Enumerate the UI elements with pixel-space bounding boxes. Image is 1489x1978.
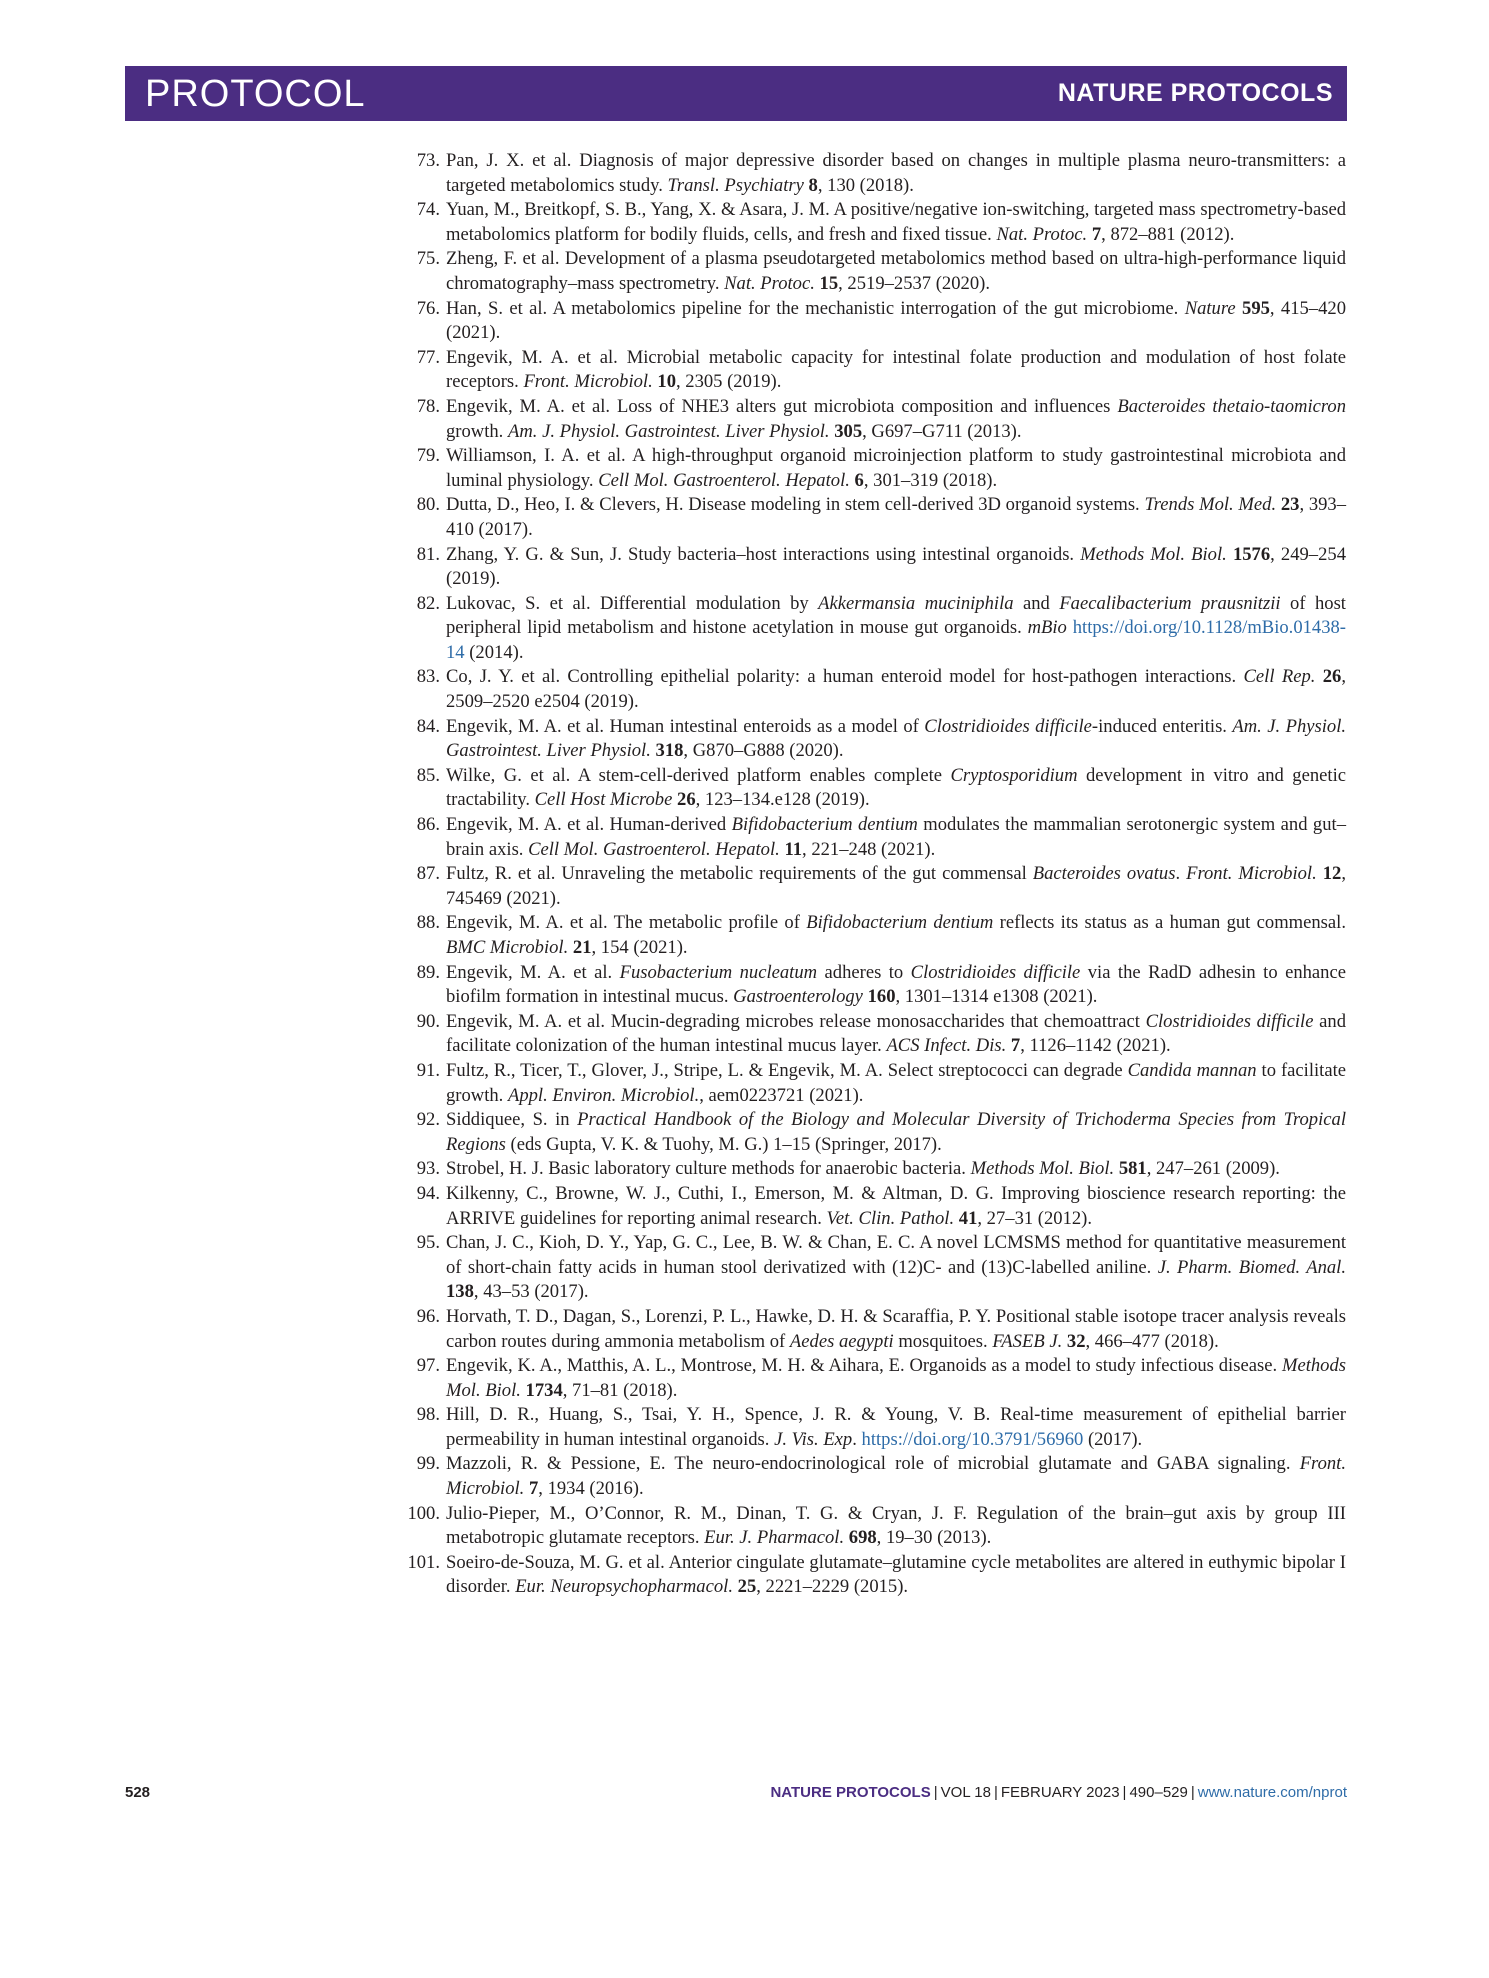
reference-item	[398, 346, 1346, 395]
reference-text: , 2221–2229 (2015).	[756, 1576, 909, 1598]
reference-text: , 301–319 (2018).	[863, 469, 998, 491]
reference-text: modulates the mammalian serotonergic system and gut–brain axis.	[446, 814, 1346, 860]
reference-text: 138	[446, 1281, 474, 1303]
reference-text: Clostridioides difficile	[910, 961, 1081, 983]
reference-text: Methods Mol. Biol.	[970, 1158, 1115, 1180]
reference-item	[398, 1010, 1346, 1059]
reference-item	[398, 764, 1346, 813]
reference-number: 73.	[416, 150, 440, 171]
reference-text: Engevik, M. A. et al. Human-derived	[446, 814, 732, 836]
reference-number: 95.	[416, 1232, 440, 1254]
article-type-label: PROTOCOL	[145, 72, 366, 115]
reference-number: 77.	[416, 346, 440, 368]
reference-text: 26	[677, 789, 696, 811]
reference-text: Bacteroides ovatus	[1032, 863, 1176, 885]
doi-link[interactable]: https://doi.org/10.3791/56960	[861, 1428, 1084, 1450]
reference-item	[398, 665, 1346, 714]
reference-text: and facilitate colonization of the human intestinal mucus layer.	[446, 1010, 1346, 1057]
reference-text: Cell Mol. Gastroenterol. Hepatol.	[528, 838, 780, 860]
reference-item	[398, 961, 1346, 1010]
reference-text: Practical Handbook of the Biology and Molecular Diversity of Trichoderma Species from Tropical Regions	[446, 1109, 1346, 1155]
footer-url-link[interactable]: www.nature.com/nprot	[1197, 1784, 1347, 1801]
reference-text: , 1301–1314 e1308 (2021).	[895, 986, 1098, 1008]
reference-text: Bifidobacterium dentium	[731, 814, 918, 836]
reference-text	[1315, 666, 1322, 687]
reference-text: .	[852, 1428, 862, 1450]
reference-number: 85.	[416, 764, 440, 786]
reference-text: development in vitro and genetic tractability.	[446, 764, 1346, 811]
doi-link[interactable]: https://doi.org/10.1128/mBio.01438-14	[446, 617, 1346, 663]
reference-text: Front. Microbiol.	[523, 371, 653, 393]
reference-text: Julio-Pieper, M., O’Connor, R. M., Dinan, T. G. & Cryan, J. F. Regulation of the brain–gut axis by group III metabotropic glutamate receptors.	[446, 1502, 1346, 1549]
reference-text: of host peripheral lipid metabolism and histone acetylation in mouse gut organoids.	[446, 592, 1346, 639]
reference-item	[398, 493, 1346, 542]
reference-item	[398, 395, 1346, 444]
page-number: 528	[125, 1784, 151, 1801]
reference-item	[398, 1403, 1346, 1452]
reference-text: 595	[1242, 297, 1270, 319]
reference-number: 91.	[416, 1059, 440, 1081]
reference-item	[398, 715, 1346, 764]
reference-text: Gastroenterology	[733, 986, 863, 1008]
reference-text: Front. Microbiol.	[1186, 863, 1317, 885]
reference-text: Co, J. Y. et al. Controlling epithelial polarity: a human enteroid model for host-pathogen interactions.	[446, 666, 1244, 688]
reference-text: BMC Microbiol.	[446, 937, 569, 958]
reference-text: Mazzoli, R. & Pessione, E. The neuro-endocrinological role of microbial glutamate and GABA signaling.	[446, 1453, 1300, 1475]
reference-text: Engevik, M. A. et al. Human intestinal enteroids as a model of	[446, 715, 925, 737]
reference-text: (eds Gupta, V. K. & Tuohy, M. G.) 1–15 (Springer, 2017).	[505, 1133, 942, 1155]
reference-text: Methods Mol. Biol.	[1080, 543, 1227, 565]
reference-text: , 71–81 (2018).	[562, 1379, 678, 1401]
reference-text: Engevik, M. A. et al.	[446, 961, 620, 983]
reference-text: 23	[1280, 494, 1300, 516]
reference-text: , 1126–1142 (2021).	[1020, 1035, 1171, 1057]
reference-item	[398, 1354, 1346, 1403]
reference-text: Nat. Protoc.	[724, 272, 815, 294]
reference-number: 92.	[416, 1109, 440, 1131]
reference-text: , aem0223721 (2021).	[699, 1084, 864, 1106]
reference-text: , 130 (2018).	[817, 174, 914, 196]
reference-text: , G870–G888 (2020).	[683, 740, 844, 762]
reference-text: , 43–53 (2017).	[473, 1281, 589, 1303]
reference-number: 86.	[416, 814, 440, 836]
reference-item	[398, 1157, 1346, 1182]
reference-text: Vet. Clin. Pathol.	[826, 1207, 955, 1229]
footer-volume: VOL 18	[940, 1784, 991, 1801]
reference-text: (2014).	[464, 641, 524, 663]
reference-text: Eur. J. Pharmacol.	[704, 1527, 845, 1549]
reference-text: 6	[854, 469, 864, 491]
reference-text: 12	[1322, 863, 1342, 885]
reference-number: 90.	[416, 1010, 440, 1032]
reference-text: Am. J. Physiol. Gastrointest. Liver Physiol.	[446, 715, 1347, 762]
reference-text: Engevik, K. A., Matthis, A. L., Montrose, M. H. & Aihara, E. Organoids as a model to study infectious disease.	[446, 1355, 1282, 1377]
reference-list	[398, 149, 1346, 1600]
reference-item	[398, 198, 1346, 247]
reference-number: 89.	[416, 961, 440, 983]
reference-item	[398, 297, 1346, 346]
reference-text: 160	[867, 986, 896, 1008]
reference-text: Nat. Protoc.	[996, 223, 1088, 245]
header-bar	[125, 66, 1347, 121]
reference-text: reflects its status as a human gut commensal.	[993, 912, 1346, 934]
reference-text: 15	[819, 272, 839, 294]
page-footer	[125, 1784, 1347, 1808]
reference-text: 11	[784, 838, 803, 860]
reference-text: adheres to	[817, 961, 911, 983]
reference-text: Appl. Environ. Microbiol.	[507, 1084, 700, 1106]
reference-text: , 154 (2021).	[591, 937, 688, 958]
reference-number: 83.	[416, 666, 440, 688]
reference-text: 26	[1322, 666, 1342, 688]
reference-text: growth.	[446, 420, 508, 442]
reference-text: Siddiquee, S. in	[446, 1109, 578, 1131]
reference-item	[398, 1108, 1346, 1157]
reference-text: Dutta, D., Heo, I. & Clevers, H. Disease modeling in stem cell-derived 3D organoid systems.	[446, 494, 1145, 516]
reference-number: 100.	[407, 1502, 440, 1524]
reference-text: Williamson, I. A. et al. A high-throughput organoid microinjection platform to study gastrointestinal microbiota and luminal physiology.	[446, 445, 1346, 491]
reference-number: 75.	[416, 248, 440, 270]
reference-item	[398, 1182, 1346, 1231]
reference-text: 25	[737, 1576, 757, 1598]
reference-text: Nature	[1184, 297, 1236, 319]
reference-text: Fultz, R., Ticer, T., Glover, J., Stripe, L. & Engevik, M. A. Select streptococci can degrade	[446, 1059, 1128, 1081]
reference-text: , G697–G711 (2013).	[862, 420, 1022, 442]
reference-text: 21	[572, 937, 592, 958]
reference-text: via the RadD adhesin to enhance biofilm formation in intestinal mucus.	[446, 961, 1346, 1008]
reference-number: 97.	[416, 1355, 440, 1377]
reference-text: , 872–881 (2012).	[1101, 223, 1235, 245]
footer-journal: NATURE PROTOCOLS	[770, 1784, 931, 1801]
reference-text: J. Pharm. Biomed. Anal.	[1157, 1256, 1346, 1278]
reference-number: 87.	[416, 863, 440, 885]
reference-number: 74.	[416, 199, 440, 221]
footer-issue: FEBRUARY 2023	[1000, 1784, 1120, 1801]
reference-item	[398, 1452, 1346, 1501]
reference-text: , 249–254 (2019).	[446, 543, 1346, 590]
reference-number: 93.	[416, 1158, 440, 1180]
reference-text: Engevik, M. A. et al. The metabolic profile of	[446, 912, 807, 934]
reference-text: 7	[528, 1478, 539, 1500]
reference-item	[398, 149, 1346, 198]
reference-text: Candida mannan	[1127, 1059, 1257, 1081]
reference-text: , 2305 (2019).	[675, 371, 782, 393]
reference-text: 1734	[525, 1379, 563, 1401]
reference-item	[398, 1502, 1346, 1551]
reference-text: Am. J. Physiol. Gastrointest. Liver Physiol.	[507, 420, 830, 442]
reference-number: 79.	[416, 445, 440, 467]
reference-text: , 247–261 (2009).	[1146, 1158, 1280, 1180]
reference-text: 7	[1010, 1035, 1021, 1057]
reference-text: Bifidobacterium dentium	[806, 912, 994, 934]
reference-text: Trends Mol. Med.	[1144, 494, 1277, 516]
reference-text: Pan, J. X. et al. Diagnosis of major depressive disorder based on changes in multiple plasma neuro-transmitters: a targeted metabolomics study.	[446, 150, 1346, 196]
reference-text: Bacteroides thetaio-taomicron	[1117, 395, 1346, 417]
reference-text: Zheng, F. et al. Development of a plasma pseudotargeted metabolomics method based on ultra-high-performance liquid chromatography–mass spectrometry.	[446, 248, 1346, 294]
reference-number: 99.	[416, 1453, 440, 1475]
reference-text: J. Vis. Exp	[774, 1428, 853, 1450]
journal-name: NATURE PROTOCOLS	[1057, 79, 1333, 107]
reference-number: 84.	[416, 715, 440, 737]
reference-item	[398, 911, 1346, 960]
reference-number: 80.	[416, 494, 440, 516]
reference-text: Methods Mol. Biol.	[446, 1355, 1346, 1401]
reference-text: , 745469 (2021).	[446, 863, 1346, 909]
reference-number: 81.	[416, 543, 440, 565]
reference-text: , 221–248 (2021).	[802, 838, 936, 860]
reference-text: to facilitate growth.	[446, 1059, 1346, 1106]
reference-number: 94.	[416, 1182, 440, 1204]
reference-text: .	[1175, 863, 1187, 885]
reference-text: Front. Microbiol.	[446, 1453, 1346, 1500]
reference-text: , 466–477 (2018).	[1085, 1330, 1219, 1352]
reference-text: 7	[1091, 223, 1102, 245]
reference-text: , 123–134.e128 (2019).	[695, 789, 870, 811]
reference-text: Strobel, H. J. Basic laboratory culture methods for anaerobic bacteria.	[446, 1158, 971, 1180]
reference-text: mosquitoes.	[893, 1330, 993, 1352]
reference-text: 32	[1066, 1330, 1086, 1352]
reference-text: and	[1013, 592, 1060, 614]
reference-text: Soeiro-de-Souza, M. G. et al. Anterior cingulate glutamate–glutamine cycle metabolites are altered in euthymic bipolar I disorder.	[446, 1551, 1346, 1598]
reference-text: Engevik, M. A. et al. Microbial metabolic capacity for intestinal folate production and modulation of host folate receptors.	[446, 346, 1346, 393]
reference-text: (2017).	[1083, 1428, 1143, 1450]
reference-text: 41	[958, 1207, 978, 1229]
reference-text: , 1934 (2016).	[538, 1478, 644, 1500]
reference-number: 78.	[416, 395, 440, 417]
reference-text: , 27–31 (2012).	[977, 1207, 1093, 1229]
reference-number: 101.	[407, 1551, 440, 1573]
reference-text: Clostridioides difficile	[1145, 1010, 1314, 1032]
reference-text: , 2509–2520 e2504 (2019).	[446, 666, 1346, 713]
reference-text: Yuan, M., Breitkopf, S. B., Yang, X. & Asara, J. M. A positive/negative ion-switching, targeted mass spectrometry-based metabolomics platform for bodily fluids, cells, and fresh and fixed tissue.	[446, 199, 1346, 245]
reference-text: Faecalibacterium prausnitzii	[1059, 592, 1281, 614]
reference-number: 98.	[416, 1404, 440, 1426]
reference-text: , 415–420 (2021).	[446, 297, 1346, 344]
reference-text: 305	[834, 420, 863, 442]
reference-item	[398, 247, 1346, 296]
reference-number: 88.	[416, 912, 440, 934]
reference-text: Wilke, G. et al. A stem-cell-derived platform enables complete	[446, 764, 951, 786]
reference-text: , 2519–2537 (2020).	[838, 272, 990, 294]
reference-text: FASEB J.	[992, 1330, 1063, 1352]
reference-text: Fusobacterium nucleatum	[619, 961, 818, 983]
reference-text: Kilkenny, C., Browne, W. J., Cuthi, I., Emerson, M. & Altman, D. G. Improving bioscience research reporting: the ARRIVE guidelines for reporting animal research.	[446, 1182, 1346, 1229]
reference-text: , 19–30 (2013).	[876, 1527, 992, 1549]
reference-text: Horvath, T. D., Dagan, S., Lorenzi, P. L., Hawke, D. H. & Scaraffia, P. Y. Positional stable isotope tracer analysis reveals carbon routes during ammonia metabolism of	[446, 1305, 1346, 1352]
reference-text: -induced enteritis.	[1091, 715, 1233, 737]
reference-text: Transl. Psychiatry	[667, 174, 804, 196]
reference-text: Han, S. et al. A metabolomics pipeline for the mechanistic interrogation of the gut microbiome.	[446, 297, 1185, 319]
reference-number: 76.	[416, 297, 440, 319]
reference-text: Cell Mol. Gastroenterol. Hepatol.	[598, 469, 850, 491]
reference-item	[398, 862, 1346, 911]
reference-item	[398, 1059, 1346, 1108]
reference-text: mBio	[1027, 617, 1067, 639]
reference-text: Eur. Neuropsychopharmacol.	[515, 1576, 733, 1598]
reference-number: 82.	[416, 592, 440, 614]
footer-pages: 490–529	[1129, 1784, 1188, 1801]
reference-text: Engevik, M. A. et al. Mucin-degrading microbes release monosaccharides that chemoattract	[446, 1010, 1146, 1032]
reference-text: Cryptosporidium	[950, 764, 1078, 786]
reference-text: 8	[808, 174, 818, 196]
reference-item	[398, 1231, 1346, 1305]
reference-text: Aedes aegypti	[789, 1330, 894, 1352]
reference-text: Cell Host Microbe	[534, 789, 673, 811]
reference-text: Hill, D. R., Huang, S., Tsai, Y. H., Spence, J. R. & Young, V. B. Real-time measurement of epithelial barrier permeability in human intestinal organoids.	[446, 1404, 1346, 1450]
reference-text: Akkermansia muciniphila	[818, 592, 1014, 614]
reference-text: 581	[1118, 1158, 1147, 1180]
reference-text: ACS Infect. Dis.	[886, 1035, 1007, 1057]
footer-citation: NATURE PROTOCOLS | VOL 18 | FEBRUARY 2023 | 490–529 | www.nature.com/nprot	[770, 1784, 1347, 1801]
reference-item	[398, 543, 1346, 592]
reference-number: 96.	[416, 1305, 440, 1327]
reference-item	[398, 813, 1346, 862]
reference-item	[398, 444, 1346, 493]
reference-item	[398, 592, 1346, 666]
reference-text: 1576	[1232, 543, 1271, 565]
reference-text: 10	[657, 371, 676, 393]
reference-text: Engevik, M. A. et al. Loss of NHE3 alters gut microbiota composition and influences	[446, 395, 1118, 417]
reference-text: Clostridioides difficile	[924, 715, 1092, 737]
reference-text: 698	[848, 1527, 877, 1549]
reference-text: Cell Rep.	[1243, 666, 1316, 688]
reference-text: 318	[655, 740, 684, 762]
reference-item	[398, 1551, 1346, 1600]
reference-text: , 393–410 (2017).	[446, 494, 1347, 540]
reference-text: Zhang, Y. G. & Sun, J. Study bacteria–host interactions using intestinal organoids.	[446, 543, 1081, 565]
reference-item	[398, 1305, 1346, 1354]
reference-text: Lukovac, S. et al. Differential modulation by	[446, 592, 819, 614]
reference-text: Chan, J. C., Kioh, D. Y., Yap, G. C., Lee, B. W. & Chan, E. C. A novel LCMSMS method for quantitative measurement of short-chain fatty acids in human stool derivatized with (12)C- and (13)C-labelled aniline.	[446, 1232, 1346, 1278]
reference-text: Fultz, R. et al. Unraveling the metabolic requirements of the gut commensal	[446, 863, 1033, 885]
